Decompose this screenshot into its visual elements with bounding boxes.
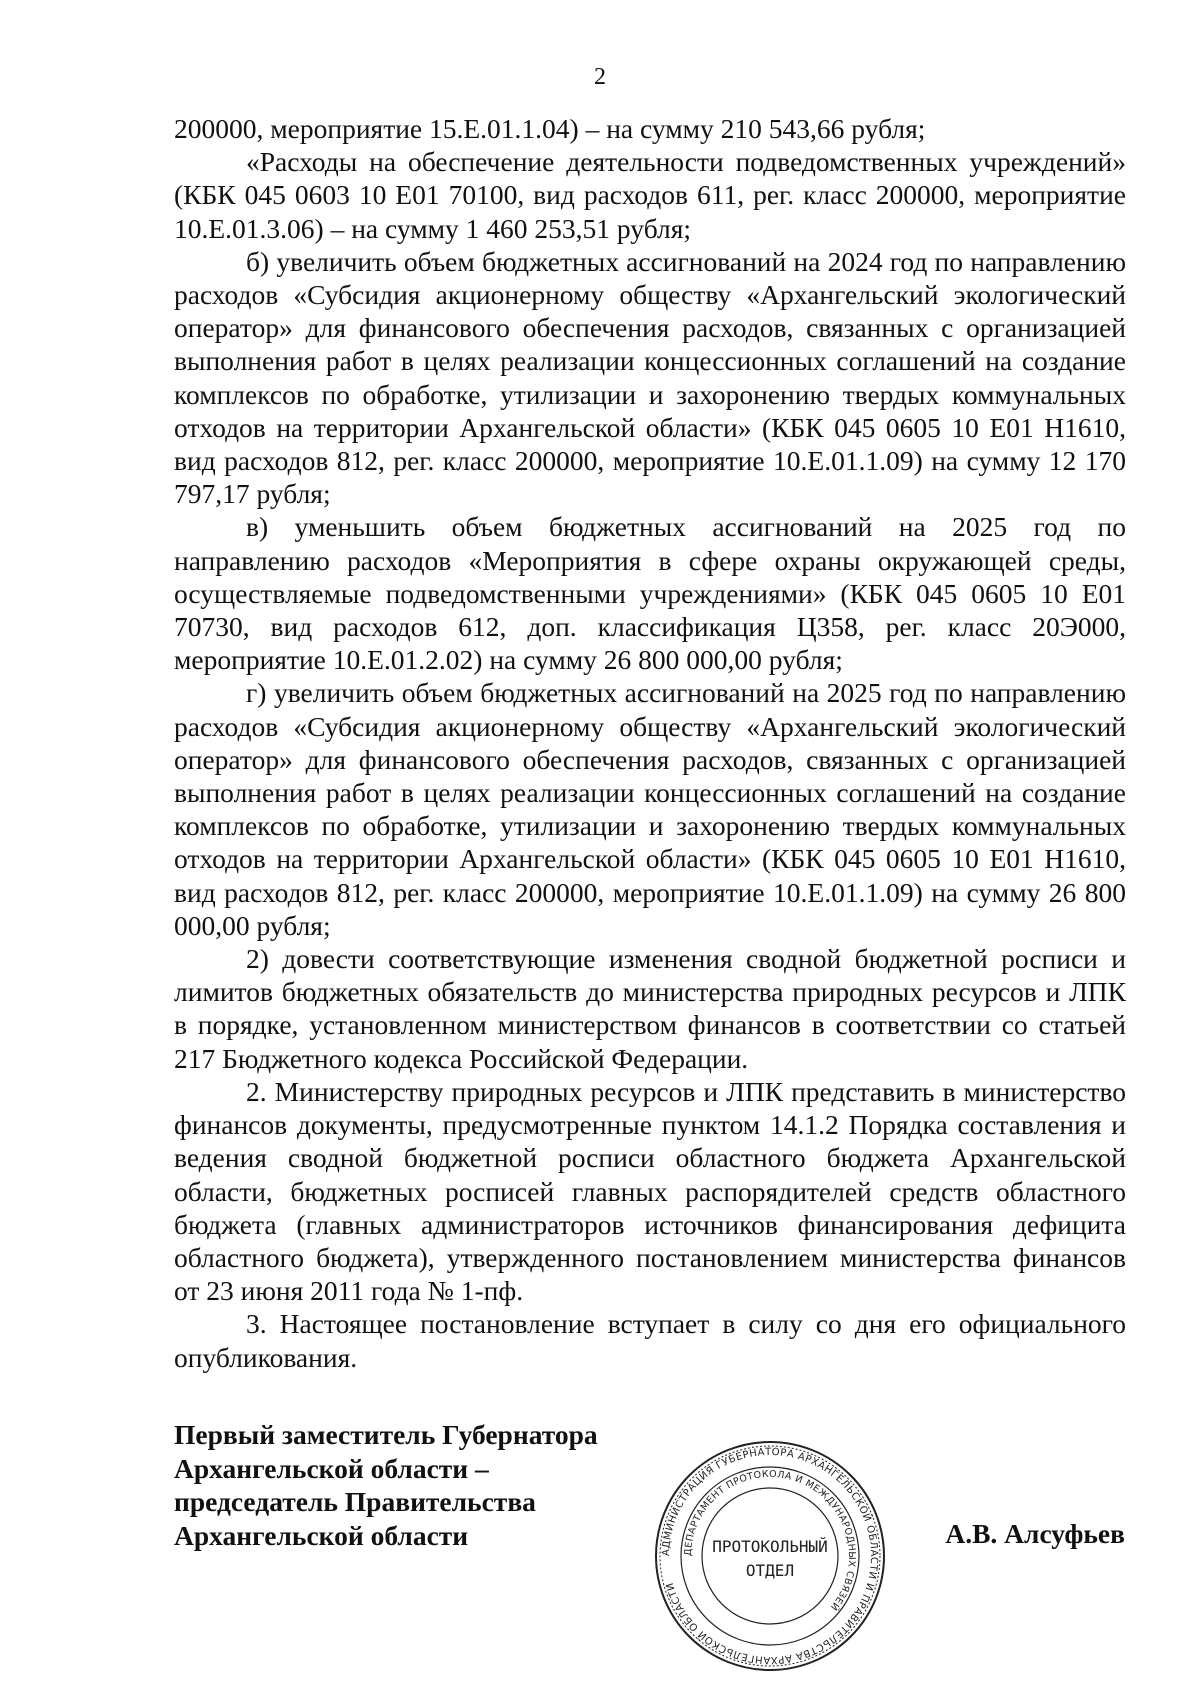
paragraph: 3. Настоящее постановление вступает в силу со дня его официального опубликования. — [174, 1308, 1126, 1373]
paragraph: 200000, мероприятие 15.Е.01.1.04) – на сумму 210 543,66 рубля; — [174, 113, 926, 144]
signer-name: А.В. Алсуфьев — [945, 1518, 1125, 1549]
signature-line-1: Первый заместитель Губернатора — [174, 1419, 598, 1450]
stamp-inner-text: ДЕПАРТАМЕНТ ПРОТОКОЛА И МЕЖДУНАРОДНЫХ СВЯЗЕЙ — [682, 1468, 858, 1613]
paragraph: г) увеличить объем бюджетных ассигнований на 2025 год по направлению расходов «Субсидия акционерному обществу «Архангельский экологический оператор» для финансового обеспечения расходов, связанных с организацией выполнения работ в целях реализации концессионных соглашений на создание комплексов по обработке, утилизации и захоронению твердых коммунальных отходов на территории Архангельской области» (КБК 045 0605 10 Е01 Н1610, вид расходов 812, рег. класс 200000, мероприятие 10.Е.01.1.09) на сумму 26 800 000,00 рубля; — [174, 677, 1126, 941]
signature-line-2: Архангельской области – — [174, 1452, 489, 1484]
document-body — [174, 112, 1126, 1374]
stamp-center-line-1: ПРОТОКОЛЬНЫЙ — [712, 1537, 828, 1556]
official-stamp — [650, 1436, 890, 1676]
paragraph: «Расходы на обеспечение деятельности подведомственных учреждений» (КБК 045 0603 10 Е01 70100, вид расходов 611, рег. класс 200000, мероприятие 10.Е.01.3.06) – на сумму 1 460 253,51 рубля; — [174, 146, 1126, 244]
signature-position — [174, 1418, 674, 1552]
stamp-outer-text: АДМИНИСТРАЦИЯ ГУБЕРНАТОРА АРХАНГЕЛЬСКОЙ ОБЛАСТИ И ПРАВИТЕЛЬСТВА АРХАНГЕЛЬСКОЙ ОБЛАСТИ — [660, 1446, 880, 1666]
paragraph: б) увеличить объем бюджетных ассигнований на 2024 год по направлению расходов «Субсидия акционерному обществу «Архангельский экологический оператор» для финансового обеспечения расходов, связанных с организацией выполнения работ в целях реализации концессионных соглашений на создание комплексов по обработке, утилизации и захоронению твердых коммунальных отходов на территории Архангельской области» (КБК 045 0605 10 Е01 Н1610, вид расходов 812, рег. класс 200000, мероприятие 10.Е.01.1.09) на сумму 12 170 797,17 рубля; — [174, 245, 1126, 510]
paragraph: 2. Министерству природных ресурсов и ЛПК представить в министерство финансов документы, предусмотренные пунктом 14.1.2 Порядка составления и ведения сводной бюджетной росписи областного бюджета Архангельской области, бюджетных росписей главных распорядителей средств областного бюджета (главных администраторов источников финансирования дефицита областного бюджета), утвержденного постановлением министерства финансов от 23 июня 2011 года № 1-пф. — [174, 1075, 1126, 1307]
signature-line-3: председатель Правительства — [174, 1486, 536, 1517]
paragraph: 2) довести соответствующие изменения сводной бюджетной росписи и лимитов бюджетных обязательств до министерства природных ресурсов и ЛПК в порядке, установленном министерством финансов в соответствии со статьей 217 Бюджетного кодекса Российской Федерации. — [174, 943, 1126, 1074]
stamp-center-line-2: ОТДЕЛ — [745, 1561, 795, 1580]
paragraph: в) уменьшить объем бюджетных ассигнований на 2025 год по направлению расходов «Мероприятия в сфере охраны окружающей среды, осуществляемые подведомственными учреждениями» (КБК 045 0605 10 Е01 70730, вид расходов 612, доп. классификация Ц358, рег. класс 20Э000, мероприятие 10.Е.01.2.02) на сумму 26 800 000,00 рубля; — [174, 511, 1126, 676]
page-number: 2 — [594, 64, 606, 90]
signature-line-4: Архангельской области — [174, 1519, 469, 1551]
